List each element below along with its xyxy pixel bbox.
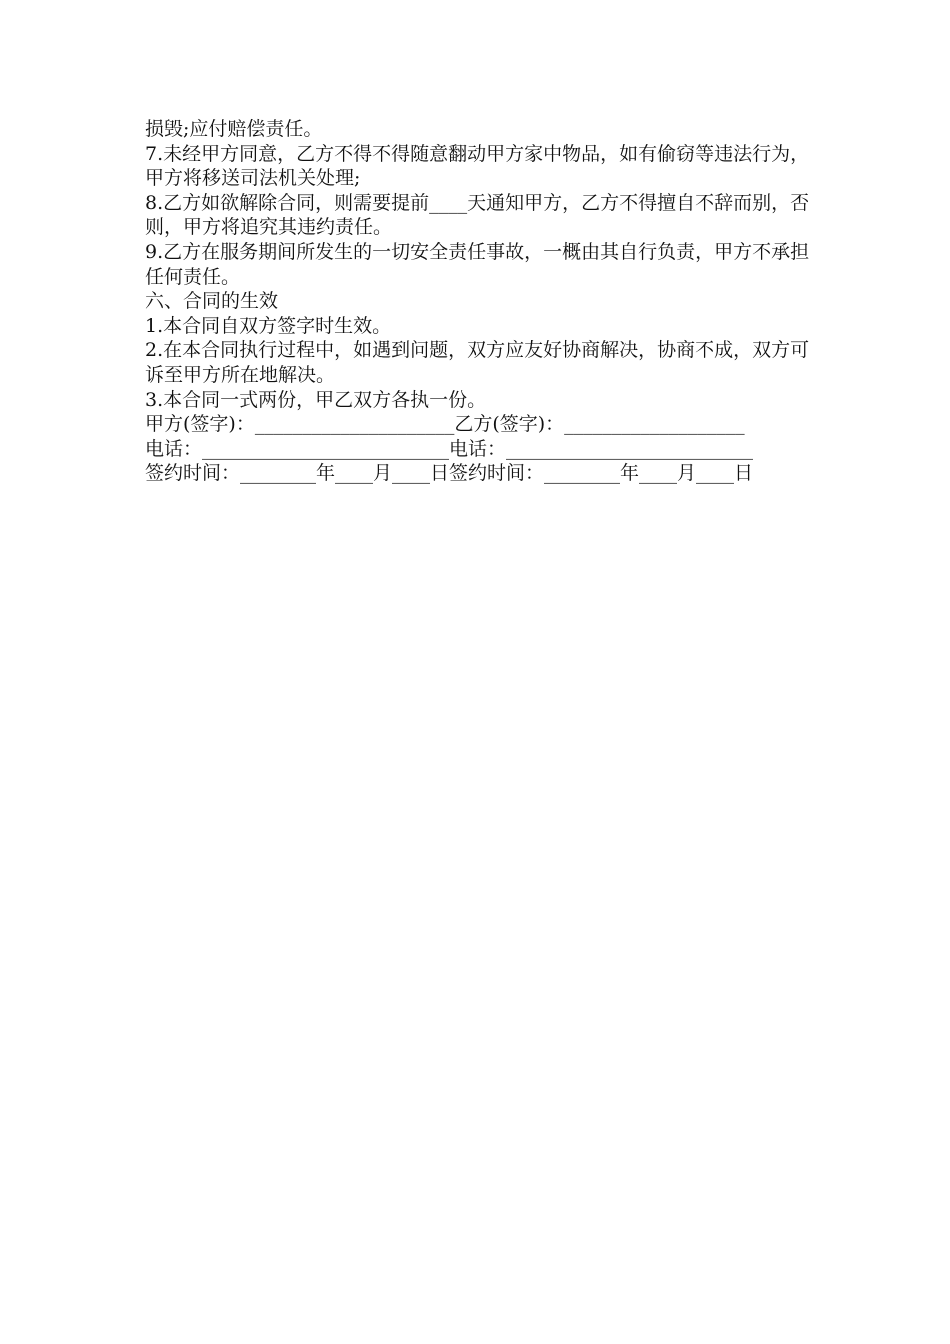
clause-7-no-touching-items: 7.未经甲方同意，乙方不得不得随意翻动甲方家中物品，如有偷窃等违法行为，甲方将移送司法机关处理;: [145, 142, 810, 190]
clause-9-safety-responsibility: 9.乙方在服务期间所发生的一切安全责任事故，一概由其自行负责，甲方不承担任何责任。: [145, 240, 810, 288]
phone-line: 电话：__________________________电话：__________________________: [145, 437, 754, 460]
signature-line: 甲方(签字)：_____________________乙方(签字)：___________________: [145, 413, 745, 436]
section-heading-contract-effect: 六、合同的生效: [145, 290, 279, 313]
effect-clause-2: 2.在本合同执行过程中，如遇到问题，双方应友好协商解决，协商不成，双方可诉至甲方所在地解决。: [145, 339, 810, 386]
effect-clause-1: 1.本合同自双方签字时生效。: [145, 314, 392, 337]
clause-8-termination-notice: 8.乙方如欲解除合同，则需要提前____天通知甲方，乙方不得擅自不辞而别，否则，甲方将追究其违约责任。: [145, 191, 810, 239]
effect-clause-3: 3.本合同一式两份，甲乙双方各执一份。: [145, 388, 487, 411]
signing-date-line: 签约时间：________年____月____日签约时间：________年____月____日: [145, 462, 754, 485]
document-body: [145, 117, 810, 486]
paragraph-damage-liability: 损毁;应付赔偿责任。: [145, 118, 323, 140]
